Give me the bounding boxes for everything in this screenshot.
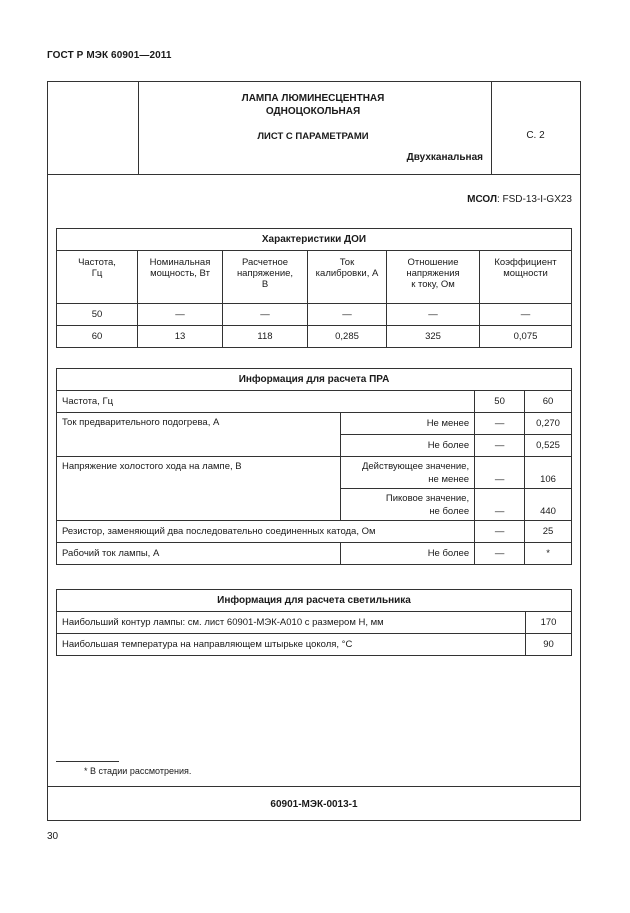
table-row: Наибольшая температура на направляющем штырьке цоколя, °С 90: [57, 634, 572, 656]
table-row: 60 13 118 0,285 325 0,075: [57, 326, 572, 348]
table-row: Частота, Гц 50 60: [57, 391, 572, 413]
header-left-cell: [48, 82, 139, 174]
table-row: Ток предварительного подогрева, А Не менее — 0,270: [57, 413, 572, 435]
table-row: Пиковое значение, не более — 440: [57, 489, 572, 521]
table1-title: Характеристики ДОИ: [57, 229, 572, 251]
col-calibration-current: Ток калибровки, А: [308, 251, 387, 304]
ballast-design-table: [56, 368, 572, 565]
col-frequency: Частота, Гц: [57, 251, 138, 304]
table2-title: Информация для расчета ПРА: [57, 369, 572, 391]
lamp-variant: Двухканальная: [406, 152, 483, 163]
col-power-factor: Коэффициент мощности: [480, 251, 572, 304]
sheet-frame: [47, 81, 581, 821]
col-voltage-current-ratio: Отношение напряжения к току, Ом: [387, 251, 480, 304]
sheet-header: [48, 82, 580, 175]
col-rated-power: Номинальная мощность, Вт: [138, 251, 223, 304]
designation-value: : FSD-13-I-GX23: [496, 194, 572, 205]
reference-ballast-table: [56, 228, 572, 348]
col-rated-voltage: Расчетное напряжение, В: [223, 251, 308, 304]
lamp-type-line-2: ОДНОЦОКОЛЬНАЯ: [265, 106, 361, 117]
sheet-footer: [48, 786, 580, 821]
sheet-title: ЛИСТ С ПАРАМЕТРАМИ: [257, 131, 369, 142]
luminaire-design-table: [56, 589, 572, 656]
lamp-type-title: [188, 92, 438, 118]
header-right-cell: [491, 82, 581, 174]
designation-label: МСОЛ: [467, 194, 497, 205]
standard-number: ГОСТ Р МЭК 60901—2011: [47, 50, 172, 61]
footnote-separator: [56, 761, 119, 762]
table-row: 50 — — — — —: [57, 304, 572, 326]
table1-header-row: [57, 251, 572, 304]
table-row: Наибольший контур лампы: см. лист 60901-МЭК-А010 с размером H, мм 170: [57, 612, 572, 634]
table-row: Рабочий ток лампы, А Не более — *: [57, 543, 572, 565]
page-number: 30: [47, 831, 59, 842]
lamp-type-line-1: ЛАМПА ЛЮМИНЕСЦЕНТНАЯ: [241, 93, 385, 104]
sheet-code: 60901-МЭК-0013-1: [270, 799, 358, 810]
lamp-designation: [467, 194, 572, 205]
page-reference: С. 2: [526, 130, 545, 141]
table-row: Резистор, заменяющий два последовательно соединенных катода, Ом — 25: [57, 521, 572, 543]
table3-title: Информация для расчета светильника: [57, 590, 572, 612]
table-row: Напряжение холостого хода на лампе, В Действующее значение, не менее — 106: [57, 457, 572, 489]
footnote: * В стадии рассмотрения.: [84, 766, 192, 776]
table-row: Не более — 0,525: [57, 435, 572, 457]
